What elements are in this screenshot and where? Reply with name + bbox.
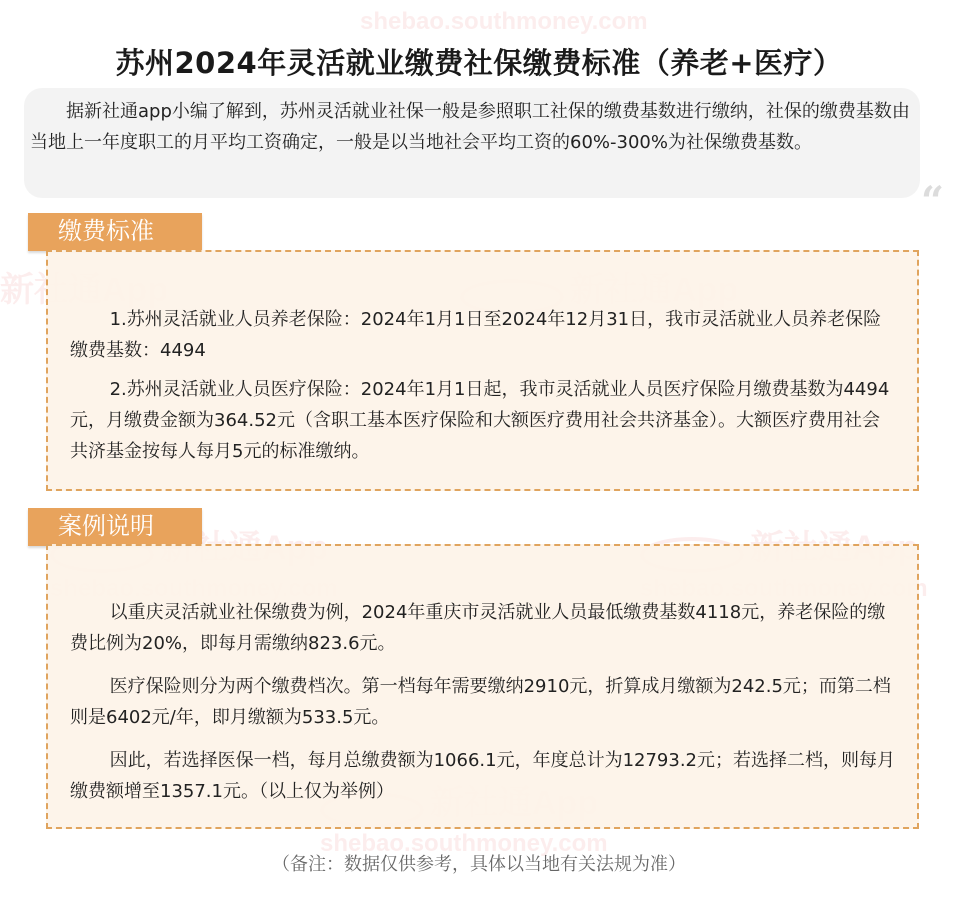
standard-box [46, 250, 919, 491]
example-paragraph: 以重庆灵活就业社保缴费为例，2024年重庆市灵活就业人员最低缴费基数4118元，养老保险的缴费比例为20%，即每月需缴纳823.6元。 [70, 602, 886, 654]
intro-panel [24, 88, 920, 198]
page-title: 苏州2024年灵活就业缴费社保缴费标准（养老+医疗） [115, 46, 843, 81]
watermark: shebao.southmoney.com [360, 8, 648, 35]
example-paragraph: 因此，若选择医保一档，每月总缴费额为1066.1元，年度总计为12793.2元；若选择二档，则每月缴费额增至1357.1元。（以上仅为举例） [70, 750, 896, 802]
section-label-example: 案例说明 [28, 508, 202, 546]
watermark: shebao.southmoney.com [320, 775, 608, 858]
example-paragraph: 医疗保险则分为两个缴费档次。第一档每年需要缴纳2910元，折算成月缴额为242.5元；而第二档则是6402元/年，即月缴额为533.5元。 [70, 676, 891, 728]
quote-icon: “ [920, 178, 944, 225]
section-label-standard: 缴费标准 [28, 213, 202, 251]
example-box [46, 544, 919, 829]
footnote: （备注：数据仅供参考，具体以当地有关法规为准） [272, 854, 686, 875]
standard-paragraph: 1.苏州灵活就业人员养老保险：2024年1月1日至2024年12月31日，我市灵活就业人员养老保险缴费基数：4494 [70, 309, 882, 361]
intro-text: 据新社通app小编了解到，苏州灵活就业社保一般是参照职工社保的缴费基数进行缴纳，社保的缴费基数由当地上一年度职工的月平均工资确定，一般是以当地社会平均工资的60%-300%为社保缴费基数。 [30, 101, 910, 153]
standard-paragraph: 2.苏州灵活就业人员医疗保险：2024年1月1日起，我市灵活就业人员医疗保险月缴费基数为4494元，月缴费金额为364.52元（含职工基本医疗保险和大额医疗费用社会共济基金）。大额医疗费用社会共济基金按每人每月5元的标准缴纳。 [70, 379, 890, 462]
